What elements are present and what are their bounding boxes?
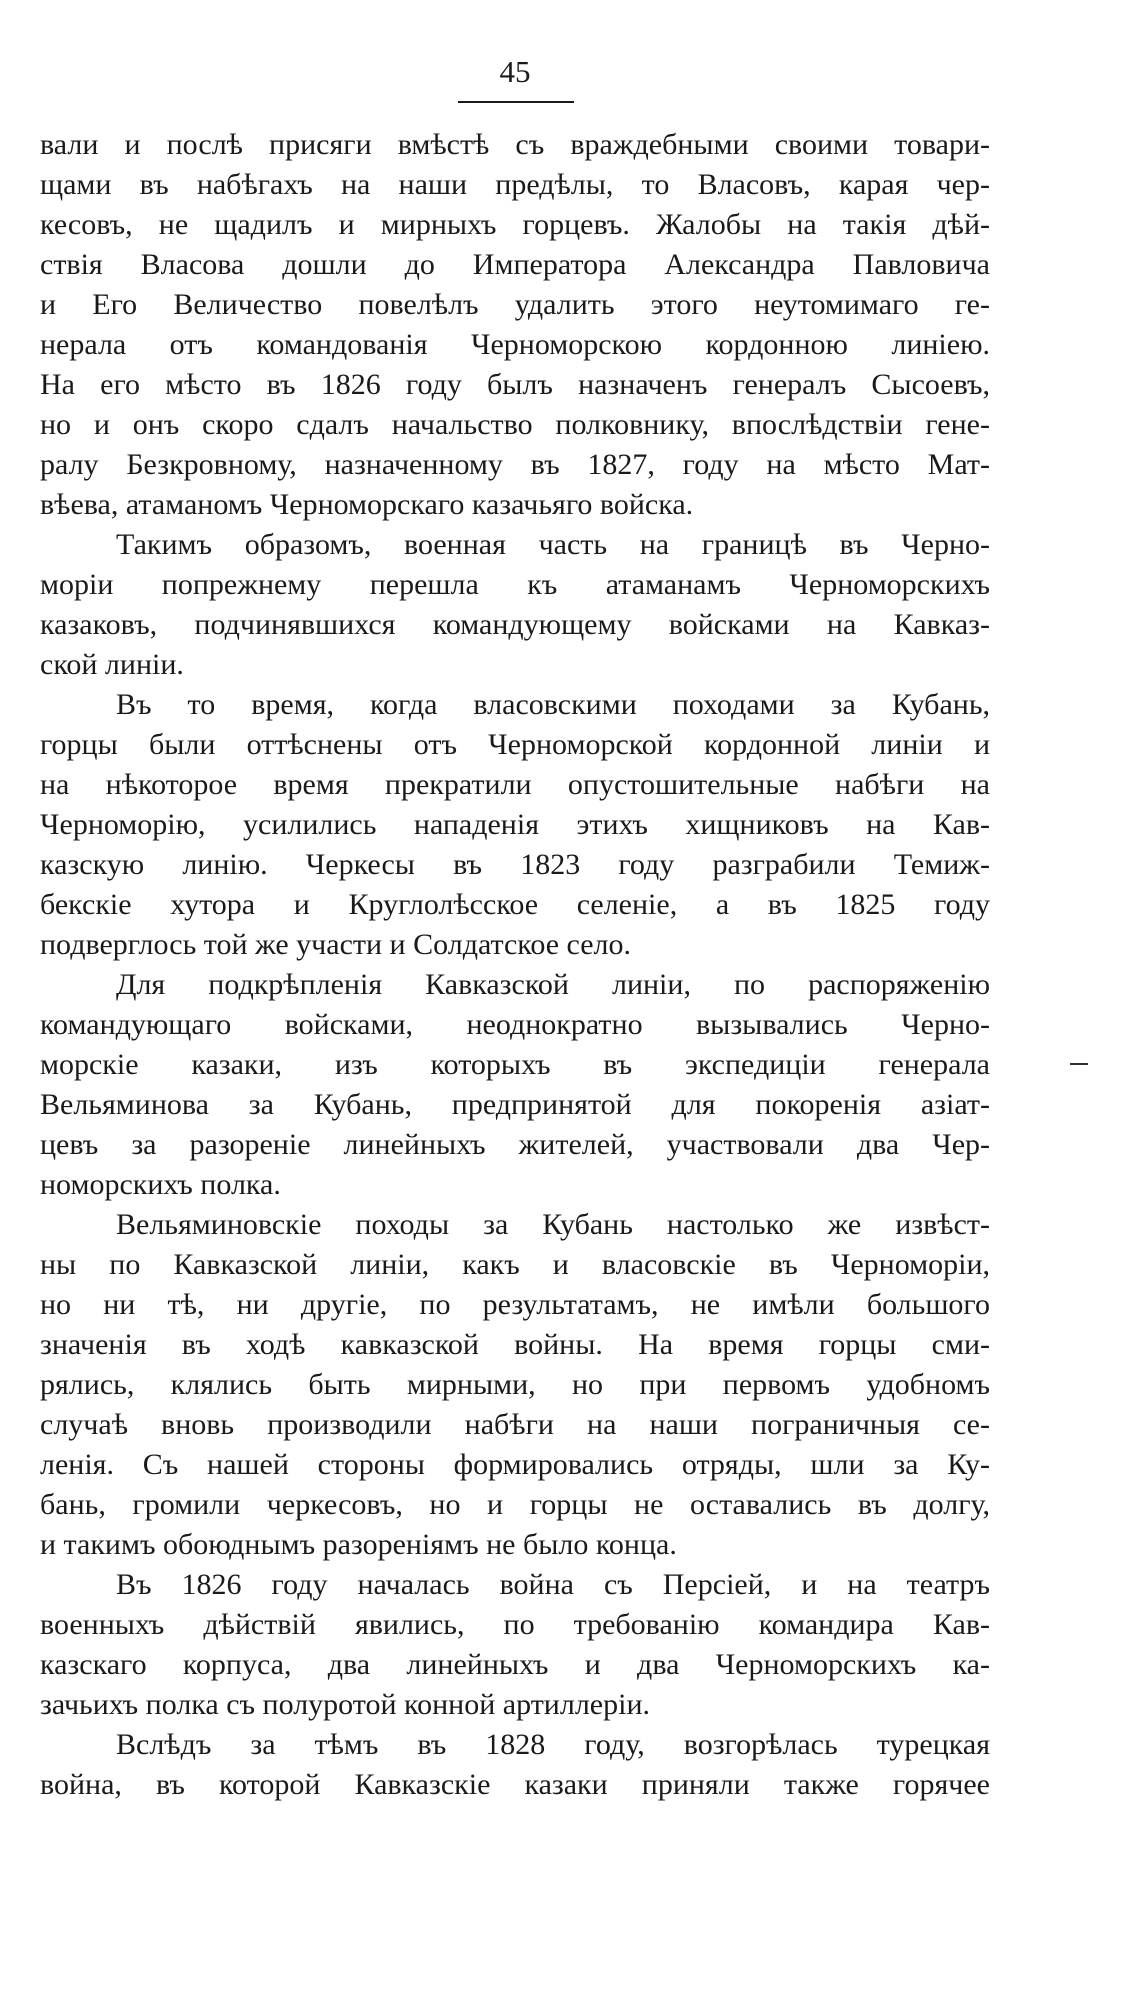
paragraph-first-line: Вельяминовскіе походы за Кубань настолько же извѣст- bbox=[116, 1208, 990, 1241]
text-line: вѣева, атаманомъ Черноморскаго казачьяго войска. bbox=[40, 488, 694, 521]
text-line: и Его Величество повелѣлъ удалить этого неутомимаго ге- bbox=[40, 288, 990, 321]
text-line: командующаго войсками, неоднократно вызывались Черно- bbox=[40, 1008, 990, 1041]
paragraph-first-line: Для подкрѣпленія Кавказской линіи, по распоряженію bbox=[116, 968, 990, 1001]
text-line: казскую линію. Черкесы въ 1823 году разграбили Темиж- bbox=[40, 848, 990, 881]
text-line: щами въ набѣгахъ на наши предѣлы, то Власовъ, карая чер- bbox=[40, 168, 990, 201]
text-line: ской линіи. bbox=[40, 648, 184, 681]
paragraph-first-line: Такимъ образомъ, военная часть на границѣ въ Черно- bbox=[116, 528, 990, 561]
text-line: номорскихъ полка. bbox=[40, 1168, 281, 1201]
text-line: бань, громили черкесовъ, но и горцы не оставались въ долгу, bbox=[40, 1488, 990, 1521]
paragraph-first-line: Вслѣдъ за тѣмъ въ 1828 году, возгорѣлась турецкая bbox=[116, 1728, 990, 1761]
text-line: подверглось той же участи и Солдатское село. bbox=[40, 928, 631, 961]
text-line: нерала отъ командованія Черноморскою кордонною линіею. bbox=[40, 328, 990, 361]
text-line: казскаго корпуса, два линейныхъ и два Черноморскихъ ка- bbox=[40, 1648, 990, 1681]
margin-dash-mark bbox=[1070, 1063, 1088, 1065]
page-number: 45 bbox=[499, 54, 531, 89]
text-line: ленія. Съ нашей стороны формировались отряды, шли за Ку- bbox=[40, 1448, 990, 1481]
text-line: горцы были оттѣснены отъ Черноморской кордонной линіи и bbox=[40, 728, 990, 761]
text-line: вали и послѣ присяги вмѣстѣ съ враждебными своими товари- bbox=[40, 128, 990, 161]
text-line: кесовъ, не щадилъ и мирныхъ горцевъ. Жалобы на такія дѣй- bbox=[40, 208, 990, 241]
text-line: случаѣ вновь производили набѣги на наши пограничныя се- bbox=[40, 1408, 990, 1441]
text-line: и такимъ обоюднымъ разореніямъ не было конца. bbox=[40, 1528, 677, 1561]
body-text bbox=[40, 125, 990, 1805]
text-line: на нѣкоторое время прекратили опустошительные набѣги на bbox=[40, 768, 990, 801]
text-line: моріи попрежнему перешла къ атаманамъ Черноморскихъ bbox=[40, 568, 990, 601]
text-line: зачьихъ полка съ полуротой конной артиллеріи. bbox=[40, 1688, 651, 1721]
text-line: бекскіе хутора и Круглолѣсское селеніе, а въ 1825 году bbox=[40, 888, 990, 921]
text-line: рялись, клялись быть мирными, но при первомъ удобномъ bbox=[40, 1368, 990, 1401]
text-line: война, въ которой Кавказскіе казаки приняли также горячее bbox=[40, 1768, 990, 1801]
text-line: Черноморію, усилились нападенія этихъ хищниковъ на Кав- bbox=[40, 808, 990, 841]
text-line: ствія Власова дошли до Императора Александра Павловича bbox=[40, 248, 990, 281]
text-line: значенія въ ходѣ кавказской войны. На время горцы сми- bbox=[40, 1328, 990, 1361]
page-number-underline bbox=[458, 101, 574, 103]
text-line: цевъ за разореніе линейныхъ жителей, участвовали два Чер- bbox=[40, 1128, 990, 1161]
text-line: ны по Кавказской линіи, какъ и власовскіе въ Черноморіи, bbox=[40, 1248, 990, 1281]
paragraph-first-line: Въ 1826 году началась война съ Персіей, и на театръ bbox=[116, 1568, 990, 1601]
text-line: Вельяминова за Кубань, предпринятой для покоренія азіат- bbox=[40, 1088, 990, 1121]
text-line: военныхъ дѣйствій явились, по требованію командира Кав- bbox=[40, 1608, 990, 1641]
text-line: но ни тѣ, ни другіе, по результатамъ, не имѣли большого bbox=[40, 1288, 990, 1321]
text-line: казаковъ, подчинявшихся командующему войсками на Кавказ- bbox=[40, 608, 990, 641]
text-line: ралу Безкровному, назначенному въ 1827, году на мѣсто Мат- bbox=[40, 448, 990, 481]
text-line: морскіе казаки, изъ которыхъ въ экспедиціи генерала bbox=[40, 1048, 990, 1081]
paragraph-first-line: Въ то время, когда власовскими походами за Кубань, bbox=[116, 688, 990, 721]
page-header bbox=[455, 54, 575, 90]
text-line: но и онъ скоро сдалъ начальство полковнику, впослѣдствіи гене- bbox=[40, 408, 990, 441]
text-line: На его мѣсто въ 1826 году былъ назначенъ генералъ Сысоевъ, bbox=[40, 368, 990, 401]
